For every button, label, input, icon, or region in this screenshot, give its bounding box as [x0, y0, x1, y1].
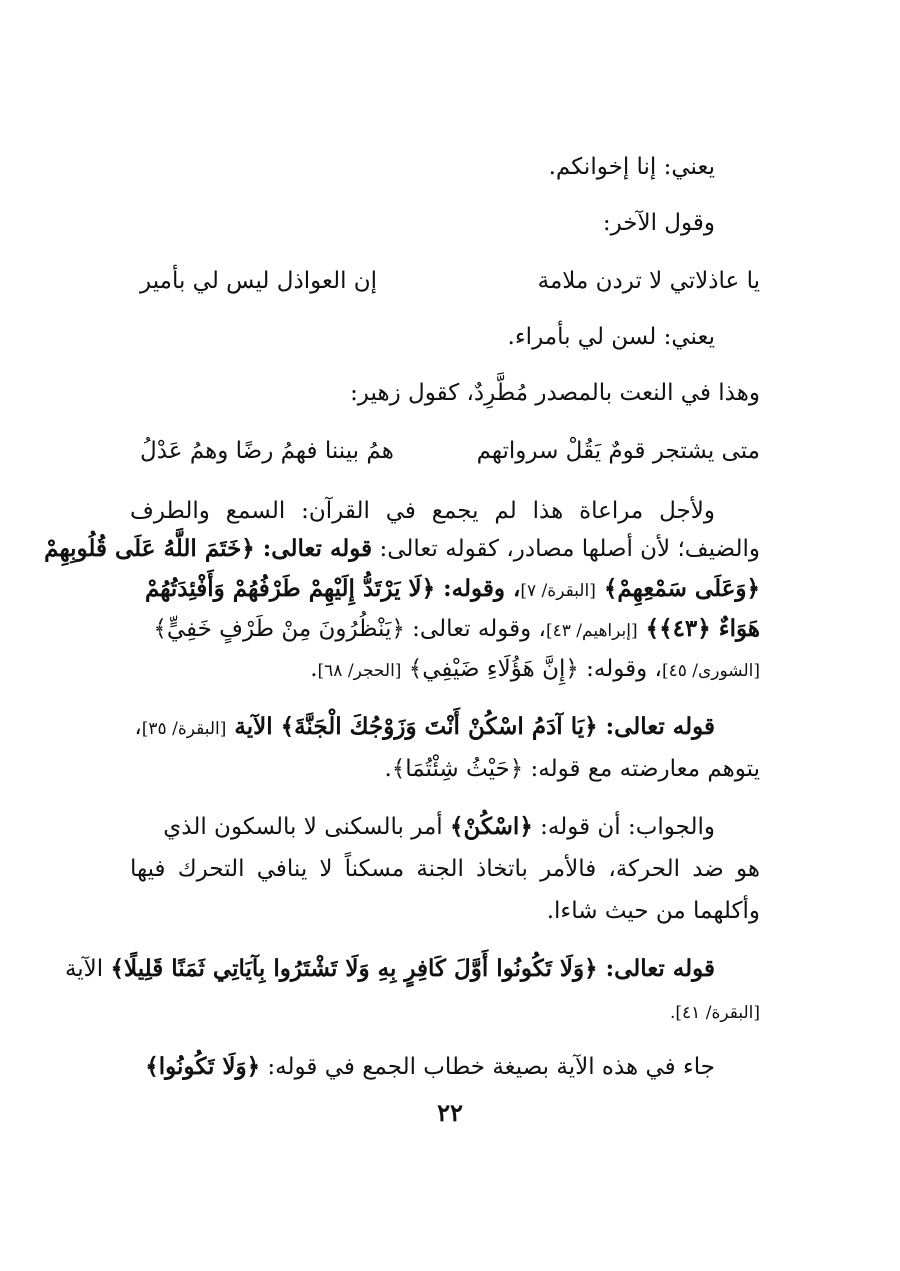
text-line-11: [130, 654, 760, 686]
quran-quote-uskun: ﴿اسْكُنْ﴾: [449, 813, 533, 840]
verse-2-second-hemistich: همُ بيننا فهمُ رضًا وهمُ عَدْلُ: [140, 438, 394, 464]
citation-ibrahim-43: [إبراهيم/ ٤٣]: [545, 621, 638, 641]
text-line-1: يعني: إنا إخوانكم.: [548, 154, 715, 180]
text-line-18: [130, 996, 760, 1028]
heading-qawluhu-taala-1: قوله تعالى:: [597, 713, 715, 740]
text-line-7: ولأجل مراعاة هذا لم يجمع في القرآن: السمع والطرف: [130, 498, 715, 524]
verse-1-first-hemistich: يا عاذلاتي لا تردن ملامة: [537, 268, 760, 294]
text-line-8-prefix: والضيف؛ لأن أصلها مصادر، كقوله تعالى:: [372, 536, 760, 562]
text-line-4: يعني: لسن لي بأمراء.: [507, 324, 715, 350]
answer-prefix: والجواب: أن قوله:: [532, 814, 715, 840]
heading-qawluhu-taala-2: قوله تعالى:: [597, 955, 715, 982]
quran-quote-samihim: ﴿وَعَلَى سَمْعِهِمْ﴾: [595, 575, 760, 602]
citation-hijr-68: [الحجر/ ٦٨]: [317, 661, 402, 681]
citation-baqara-41: [البقرة/ ٤١].: [670, 1003, 760, 1023]
text-line-2: وقول الآخر:: [602, 210, 715, 236]
text-line-19: [130, 1052, 715, 1082]
page-number: ٢٢: [437, 1098, 463, 1127]
verse-1-second-hemistich: إن العواذل ليس لي بأمير: [140, 268, 378, 294]
text-line-8: [44, 534, 760, 564]
text-line-14: [130, 812, 715, 842]
text-line-10: [130, 614, 760, 646]
quran-quote-dayfi: ، وقوله: ﴿إِنَّ هَؤُلَاءِ ضَيْفِي﴾: [401, 656, 662, 682]
citation-baqara-35: [البقرة/ ٣٥]: [141, 719, 227, 739]
al-aya-label: الآية: [64, 956, 111, 982]
text-line-12: [130, 712, 715, 744]
text-line-16: وأكلهما من حيث شاءا.: [546, 898, 760, 924]
quran-quote-khatama: قوله تعالى: ﴿خَتَمَ اللَّهُ عَلَى قُلُوبِهِمْ: [44, 535, 373, 562]
text-line-9: [130, 574, 760, 606]
text-line-13: يتوهم معارضته مع قوله: ﴿حَيْثُ شِئْتُمَا﴾.: [384, 756, 760, 782]
closing-prefix: جاء في هذه الآية بصيغة خطاب الجمع في قوله:: [260, 1054, 715, 1080]
citation-shura-45: [الشورى/ ٤٥]: [661, 661, 760, 681]
line-end-comma: ،: [134, 714, 142, 740]
verse-2-first-hemistich: متى يشتجر قومٌ يَقُلْ سرواتهم: [476, 438, 760, 464]
quran-quote-yanzurun: ، وقوله تعالى: ﴿يَنْظُرُونَ مِنْ طَرْفٍ خَفِيٍّ﴾: [153, 616, 546, 642]
text-line-15: هو ضد الحركة، فالأمر باتخاذ الجنة مسكناً لا ينافي التحرك فيها: [130, 856, 760, 882]
citation-baqara-7: [البقرة/ ٧]: [520, 581, 596, 601]
quran-quote-uskun-anta: ﴿يَا آدَمُ اسْكُنْ أَنْتَ وَزَوْجُكَ الْجَنَّةَ﴾ الآية: [226, 713, 598, 740]
quran-quote-la-takunu-awwal: ﴿وَلَا تَكُونُوا أَوَّلَ كَافِرٍ بِهِ وَلَا تَشْتَرُوا بِآيَاتِي ثَمَنًا قَلِيلًا﴾: [110, 955, 598, 982]
answer-suffix: أمر بالسكنى لا بالسكون الذي: [163, 814, 450, 840]
quran-quote-la-yartaddu: ، وقوله: ﴿لَا يَرْتَدُّ إِلَيْهِمْ طَرْفُهُمْ وَأَفْئِدَتُهُمْ: [144, 575, 521, 602]
line-end-dot: .: [310, 656, 318, 682]
text-line-5: وهذا في النعت بالمصدر مُطَّرِدٌ، كقول زهير:: [350, 380, 760, 406]
quran-quote-hawaa: هَوَاءٌ ﴿٤٣﴾﴾: [637, 615, 760, 642]
quran-quote-la-takunu: ﴿وَلَا تَكُونُوا﴾: [145, 1053, 261, 1080]
text-line-17: [64, 954, 715, 984]
